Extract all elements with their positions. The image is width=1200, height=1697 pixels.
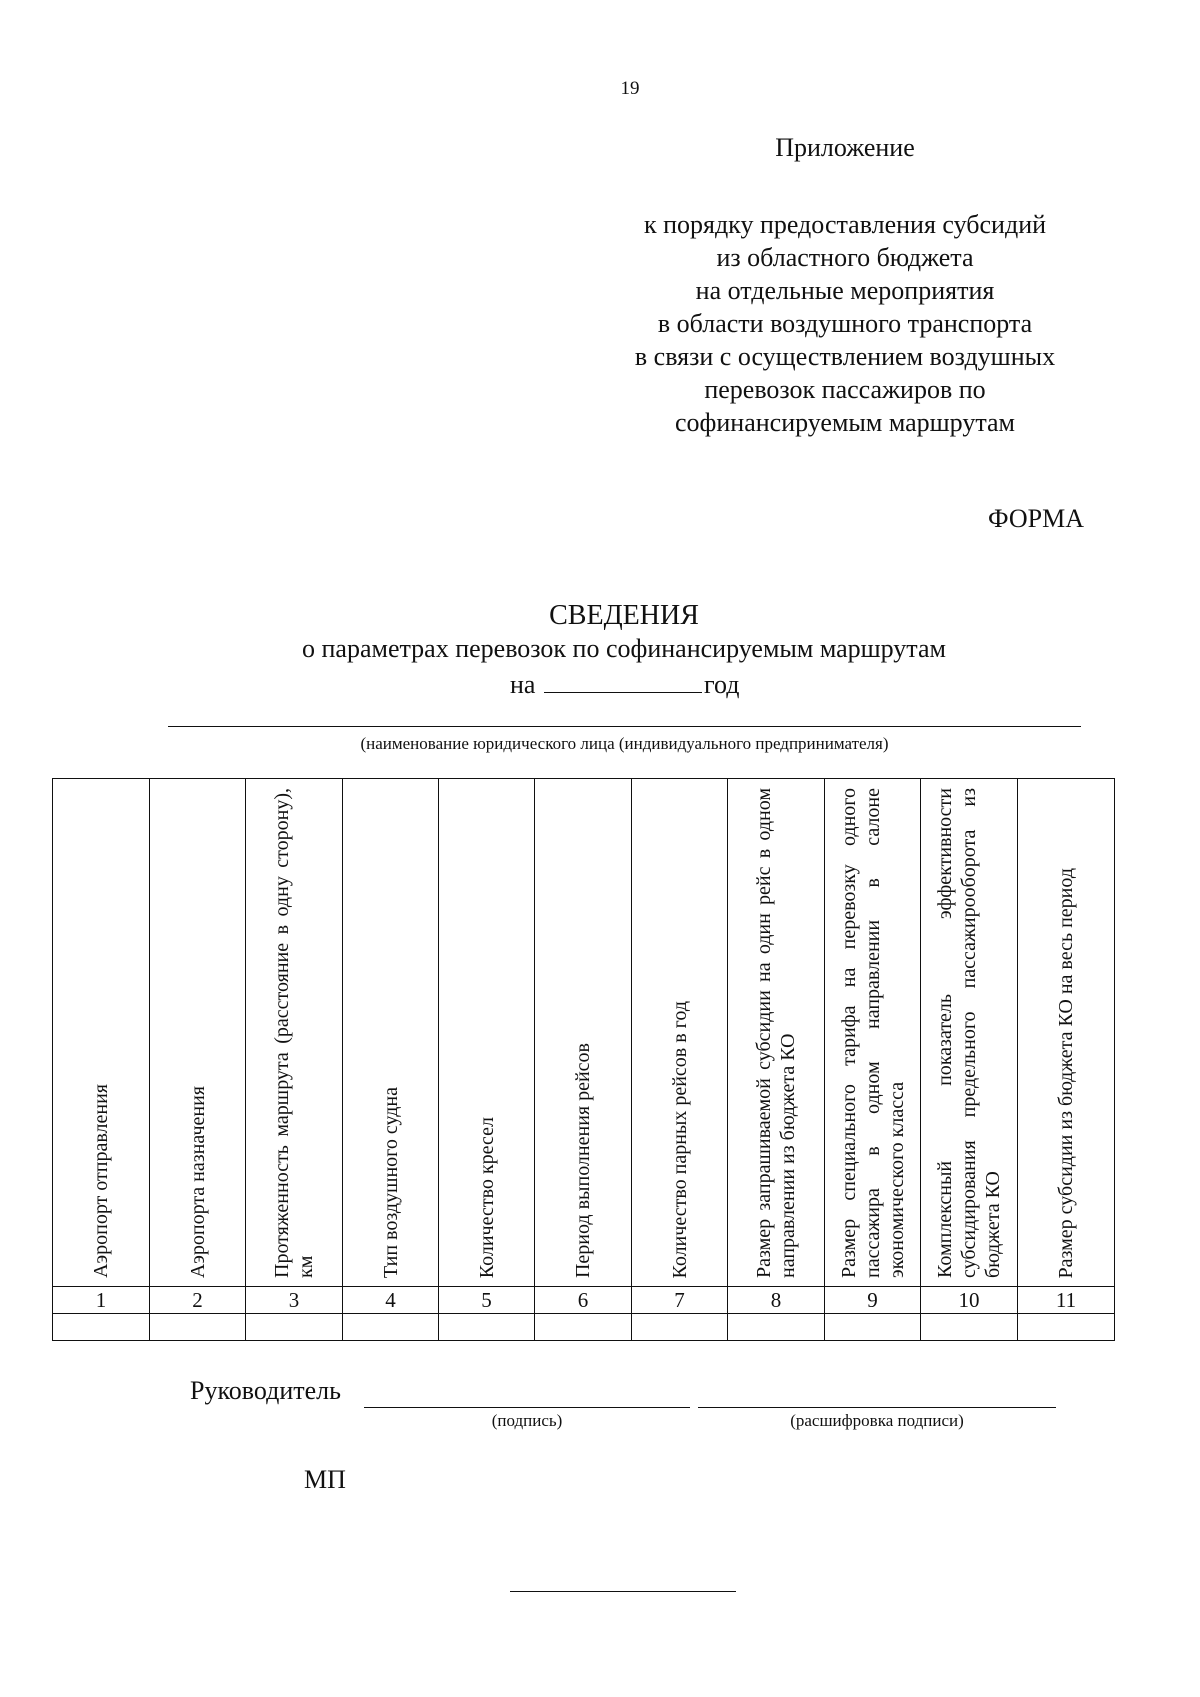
header-cell — [439, 779, 535, 1287]
appendix-line: из областного бюджета — [716, 243, 974, 272]
appendix-text — [600, 208, 1090, 439]
end-divider — [510, 1591, 736, 1592]
empty-cell[interactable] — [921, 1314, 1018, 1341]
signature-caption: (подпись) — [491, 1411, 563, 1430]
column-number: 8 — [728, 1287, 825, 1314]
appendix-line: в области воздушного транспорта — [657, 309, 1033, 338]
header-text: Аэропорт отправления — [90, 1084, 112, 1278]
year-prefix: на — [510, 670, 536, 699]
header-cell — [246, 779, 343, 1287]
column-number: 9 — [825, 1287, 921, 1314]
form-label: ФОРМА — [988, 504, 1084, 533]
column-number: 7 — [632, 1287, 728, 1314]
signature-decoding-caption: (расшифровка подписи) — [790, 1411, 964, 1430]
header-text: Количество парных рейсов в год — [668, 1000, 691, 1278]
header-text: Комплексный показатель эффективности субсидирования предельного пассажирооборота из бюджета КО — [934, 788, 1004, 1278]
table-empty-row — [53, 1314, 1115, 1341]
appendix-title: Приложение — [775, 133, 915, 162]
empty-cell[interactable] — [53, 1314, 150, 1341]
column-number: 2 — [150, 1287, 246, 1314]
empty-cell[interactable] — [728, 1314, 825, 1341]
header-text: Размер специального тарифа на перевозку одного пассажира в одном направлении в салоне экономического класса — [837, 788, 908, 1278]
empty-cell[interactable] — [439, 1314, 535, 1341]
column-number: 6 — [535, 1287, 632, 1314]
header-cell — [343, 779, 439, 1287]
parameters-table — [52, 778, 1115, 1341]
column-number: 10 — [921, 1287, 1018, 1314]
header-text: Размер запрашиваемой субсидии на один рейс в одном направлении из бюджета КО — [753, 788, 799, 1278]
header-text: Тип воздушного судна — [379, 1086, 402, 1278]
header-cell — [535, 779, 632, 1287]
document-title: СВЕДЕНИЯ — [549, 600, 699, 631]
header-text: Количество кресел — [475, 1116, 498, 1278]
document-subtitle: о параметрах перевозок по софинансируемым маршрутам — [302, 634, 946, 663]
column-number: 4 — [343, 1287, 439, 1314]
header-text: Размер субсидии из бюджета КО на весь период — [1055, 867, 1077, 1278]
entity-caption: (наименование юридического лица (индивидуального предпринимателя) — [360, 734, 889, 753]
entity-name-field[interactable] — [168, 726, 1081, 727]
column-number: 3 — [246, 1287, 343, 1314]
column-number: 11 — [1018, 1287, 1115, 1314]
appendix-line: в связи с осуществлением воздушных — [634, 342, 1056, 371]
empty-cell[interactable] — [343, 1314, 439, 1341]
table-header-row — [53, 779, 1115, 1287]
appendix-line: софинансируемым маршрутам — [674, 408, 1016, 437]
stamp-label: МП — [304, 1465, 346, 1494]
header-cell — [1018, 779, 1115, 1287]
column-number: 1 — [53, 1287, 150, 1314]
header-cell — [150, 779, 246, 1287]
empty-cell[interactable] — [1018, 1314, 1115, 1341]
column-number-row — [53, 1287, 1115, 1314]
header-cell — [825, 779, 921, 1287]
head-signature-label: Руководитель — [190, 1376, 341, 1405]
signature-decoding-field[interactable] — [698, 1407, 1056, 1408]
header-cell — [632, 779, 728, 1287]
header-cell — [53, 779, 150, 1287]
year-suffix: год — [703, 670, 740, 699]
header-text: Период выполнения рейсов — [572, 1042, 594, 1278]
empty-cell[interactable] — [825, 1314, 921, 1341]
empty-cell[interactable] — [246, 1314, 343, 1341]
header-text: Протяженность маршрута (расстояние в одну сторону), км — [271, 788, 317, 1278]
header-text: Аэропорта назначения — [186, 1085, 209, 1278]
year-line — [510, 667, 739, 700]
header-cell — [728, 779, 825, 1287]
empty-cell[interactable] — [150, 1314, 246, 1341]
empty-cell[interactable] — [632, 1314, 728, 1341]
empty-cell[interactable] — [535, 1314, 632, 1341]
appendix-line: перевозок пассажиров по — [704, 375, 986, 404]
year-blank-field[interactable] — [544, 667, 702, 693]
page-number: 19 — [620, 78, 640, 99]
appendix-line: к порядку предоставления субсидий — [643, 210, 1047, 239]
appendix-line: на отдельные мероприятия — [695, 276, 995, 305]
signature-field[interactable] — [364, 1407, 690, 1408]
column-number: 5 — [439, 1287, 535, 1314]
header-cell — [921, 779, 1018, 1287]
